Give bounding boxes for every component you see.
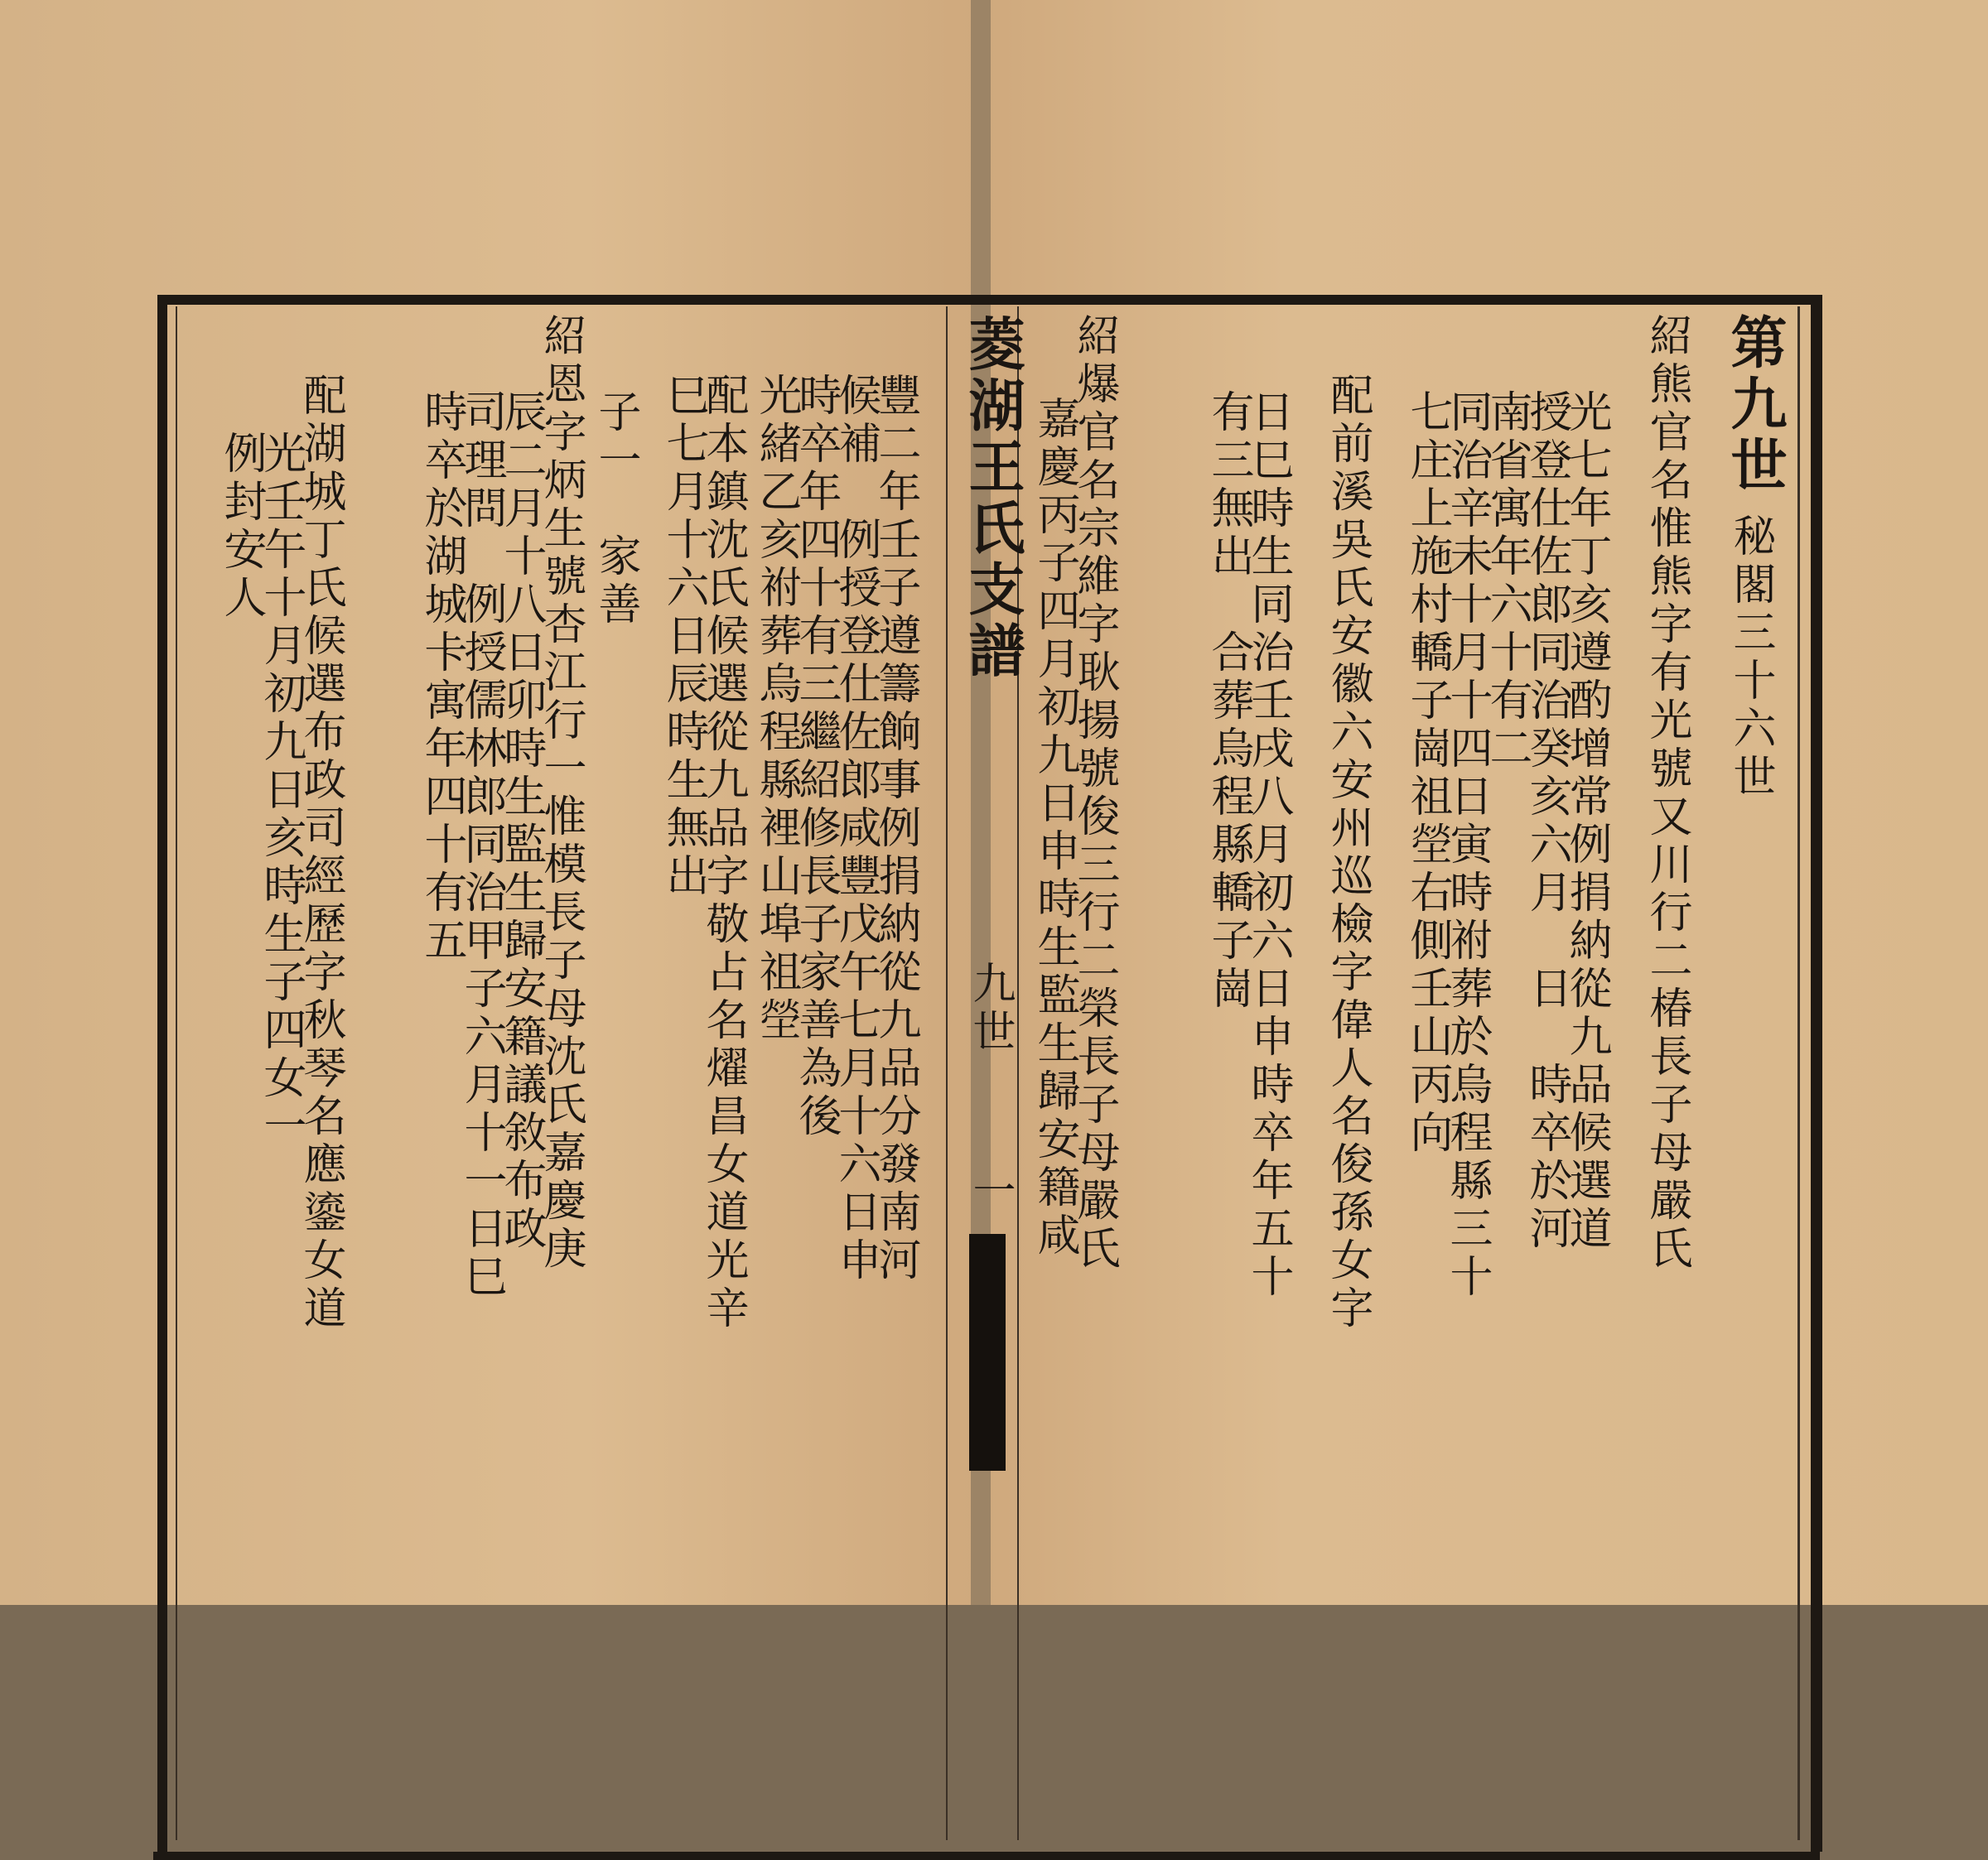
text-column: 七庄上施村轎子崗祖塋右側壬山丙向 [1402, 389, 1452, 1158]
text-column: 配前溪吳氏安徽六安州巡檢字偉人名俊孫女字 [1323, 373, 1373, 1333]
text-column: 日巳時生同治壬戌八月初六日申時卒年五十 [1243, 389, 1293, 1302]
center-black-mark [969, 1234, 1006, 1471]
text-column: 司理問 例授儒林郎同治甲子六月十一日巳 [456, 389, 506, 1302]
text-column: 辰二月十八日卯時生監生歸安籍議敘布政 [496, 389, 546, 1254]
text-column: 時卒年四十有三繼紹修長子家善為後 [791, 373, 841, 1141]
text-column: 光壬午十月初九日亥時生子四女一 [256, 431, 306, 1151]
text-column: 巳七月十六日辰時生無出 [659, 373, 708, 901]
frame-right-border [1811, 295, 1822, 1852]
frame-left-inner-rule [176, 306, 177, 1840]
center-column-left-rule [946, 306, 948, 1840]
text-column: 同治辛未十月十四日寅時祔葬於烏程縣三十 [1442, 389, 1492, 1302]
frame-bottom-border [153, 1852, 1820, 1860]
text-column: 光緒乙亥祔葬烏程縣裡山埠祖塋 [751, 373, 801, 1045]
text-column: 例封安人 [216, 431, 266, 623]
text-column: 光七年丁亥遵酌增常例捐納從九品候選道 [1561, 389, 1611, 1254]
text-column: 紹爆官名宗維字耿揚號俊三行二榮長子母嚴氏 [1069, 313, 1119, 1274]
text-column: 紹恩字炳生號杏江行一惟模長子母沈氏嘉慶庚 [536, 313, 586, 1274]
text-column: 紹熊官名惟熊字有光號又川行二椿長子母嚴氏 [1642, 313, 1691, 1274]
text-column: 候補 例授登仕佐郎咸豐戊午七月十六日申 [831, 373, 881, 1285]
text-column: 子一 家善 [591, 389, 640, 629]
text-column: 豐二年壬子遵籌餉事例捐納從九品分發南河 [871, 373, 920, 1285]
folio-number: 一 [965, 1168, 1015, 1216]
banner-title: 菱湖王氏支譜 [959, 315, 1025, 682]
text-column: 嘉慶丙子四月初九日申時生監生歸安籍咸 [1030, 396, 1079, 1260]
text-column: 配湖城丁氏候選布政司經歷字秋琴名應鎏女道 [296, 373, 345, 1333]
generation-subheading: 秘閣三十六世 [1725, 513, 1775, 802]
generation-heading: 第九世 [1721, 313, 1788, 497]
frame-top-border [157, 295, 1822, 305]
text-column: 時卒於湖城卡寓年四十有五 [417, 389, 466, 966]
text-column: 有三無出 合葬烏程縣轎子崗 [1204, 389, 1253, 1014]
section-label: 九世 [965, 961, 1015, 1057]
frame-left-border [157, 295, 167, 1852]
text-column: 南省寓年六十有二 [1482, 389, 1532, 773]
text-column: 授登仕佐郎同治癸亥六月 日 時卒於河 [1522, 389, 1571, 1254]
frame-right-inner-rule [1797, 306, 1800, 1840]
text-column: 配本鎮沈氏候選從九品字敬占名燿昌女道光辛 [698, 373, 748, 1333]
